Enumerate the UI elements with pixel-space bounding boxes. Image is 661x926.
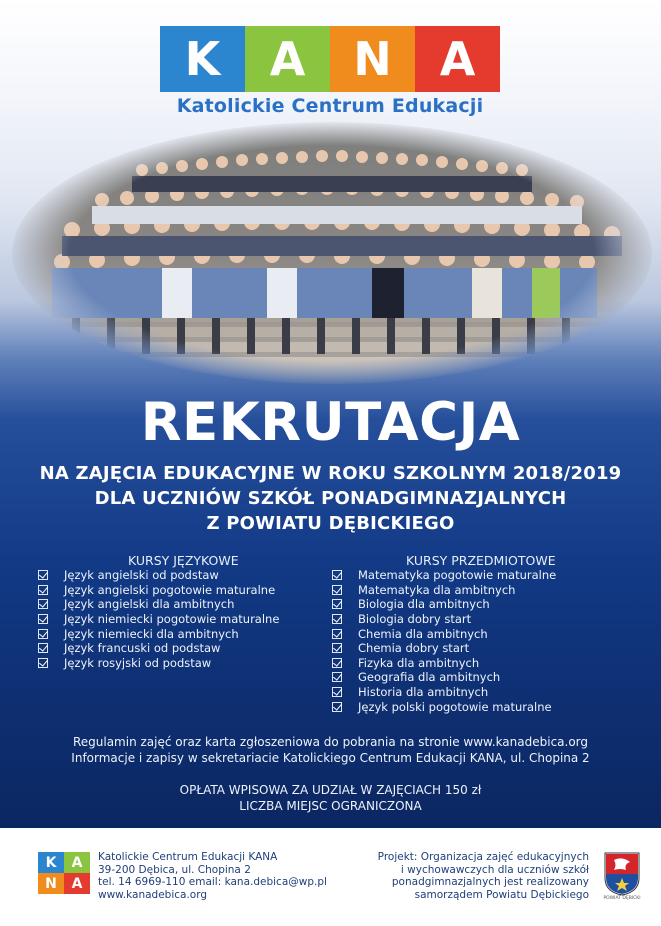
mini-logo-n: N <box>38 873 64 894</box>
logo-letter-a: A <box>245 26 330 92</box>
project-line-1: Projekt: Organizacja zajęć edukacyjnych <box>377 851 589 863</box>
checkbox-icon <box>38 658 48 668</box>
crest-caption: POWIAT DĘBICKI <box>603 896 641 901</box>
logo-subtitle: Katolickie Centrum Edukacji <box>176 95 484 117</box>
language-courses-title: KURSY JĘZYKOWE <box>128 553 239 568</box>
list-item: Język niemiecki pogotowie maturalne <box>38 612 279 627</box>
list-item: Język niemiecki dla ambitnych <box>38 626 279 641</box>
logo-letter-n: N <box>330 26 415 92</box>
checkbox-icon <box>332 570 342 580</box>
subheadline-line-1: NA ZAJĘCIA EDUKACYJNE W ROKU SZKOLNYM 2018/2019 <box>39 463 622 484</box>
list-item: Język polski pogotowie maturalne <box>332 699 556 714</box>
footer-kana-logo <box>38 852 90 894</box>
checkbox-icon <box>332 585 342 595</box>
list-item: Biologia dla ambitnych <box>332 597 556 612</box>
powiat-crest-icon <box>604 852 640 902</box>
checkbox-icon <box>332 672 342 682</box>
language-courses-list <box>38 568 279 670</box>
checkbox-icon <box>38 614 48 624</box>
subject-courses-list <box>332 568 556 714</box>
mini-logo-a2: A <box>64 873 90 894</box>
checkbox-icon <box>38 570 48 580</box>
contact-name: Katolickie Centrum Edukacji KANA <box>98 851 278 863</box>
subject-courses-title: KURSY PRZEDMIOTOWE <box>406 553 556 568</box>
kana-logo <box>160 26 500 92</box>
checkbox-icon <box>332 629 342 639</box>
list-item: Język rosyjski od podstaw <box>38 656 279 671</box>
checkbox-icon <box>332 643 342 653</box>
contact-website[interactable]: www.kanadebica.org <box>98 888 208 901</box>
list-item: Matematyka pogotowie maturalne <box>332 568 556 583</box>
headline: REKRUTACJA <box>140 392 521 453</box>
info-fee: OPŁATA WPISOWA ZA UDZIAŁ W ZAJĘCIACH 150 zł <box>179 783 482 797</box>
contact-phone-email[interactable]: tel. 14 6969-110 email: kana.debica@wp.pl <box>98 876 327 889</box>
info-regulations: Regulamin zajęć oraz karta zgłoszeniowa do pobrania na stronie www.kanadebica.org <box>72 735 589 749</box>
list-item: Język angielski od podstaw <box>38 568 279 583</box>
list-item: Chemia dla ambitnych <box>332 626 556 641</box>
checkbox-icon <box>38 585 48 595</box>
checkbox-icon <box>332 614 342 624</box>
group-photo <box>12 122 652 384</box>
info-limit: LICZBA MIEJSC OGRANICZONA <box>239 799 422 813</box>
project-line-4: samorządem Powiatu Dębickiego <box>414 888 589 901</box>
list-item: Historia dla ambitnych <box>332 685 556 700</box>
subheadline-line-2: DLA UCZNIÓW SZKÓŁ PONADGIMNAZJALNYCH <box>94 488 567 509</box>
footer-contact <box>98 851 327 901</box>
project-line-3: ponadgimnazjalnych jest realizowany <box>391 876 589 889</box>
list-item: Język angielski dla ambitnych <box>38 597 279 612</box>
list-item: Chemia dobry start <box>332 641 556 656</box>
list-item: Język angielski pogotowie maturalne <box>38 583 279 598</box>
checkbox-icon <box>332 658 342 668</box>
checkbox-icon <box>332 702 342 712</box>
checkbox-icon <box>332 687 342 697</box>
logo-letter-k: K <box>160 26 245 92</box>
list-item: Matematyka dla ambitnych <box>332 583 556 598</box>
checkbox-icon <box>332 599 342 609</box>
list-item: Język francuski od podstaw <box>38 641 279 656</box>
footer <box>0 828 661 926</box>
mini-logo-k: K <box>38 852 64 873</box>
contact-address: 39-200 Dębica, ul. Chopina 2 <box>98 863 251 876</box>
project-line-2: i wychowawczych dla uczniów szkół <box>400 863 589 876</box>
logo-letter-a2: A <box>415 26 500 92</box>
checkbox-icon <box>38 629 48 639</box>
footer-project-info <box>359 851 589 901</box>
subheadline-line-3: Z POWIATU DĘBICKIEGO <box>206 513 455 534</box>
checkbox-icon <box>38 599 48 609</box>
checkbox-icon <box>38 643 48 653</box>
mini-logo-a: A <box>64 852 90 873</box>
info-registration: Informacje i zapisy w sekretariacie Katolickiego Centrum Edukacji KANA, ul. Chopina 2 <box>71 751 590 765</box>
list-item: Biologia dobry start <box>332 612 556 627</box>
list-item: Fizyka dla ambitnych <box>332 656 556 671</box>
list-item: Geografia dla ambitnych <box>332 670 556 685</box>
